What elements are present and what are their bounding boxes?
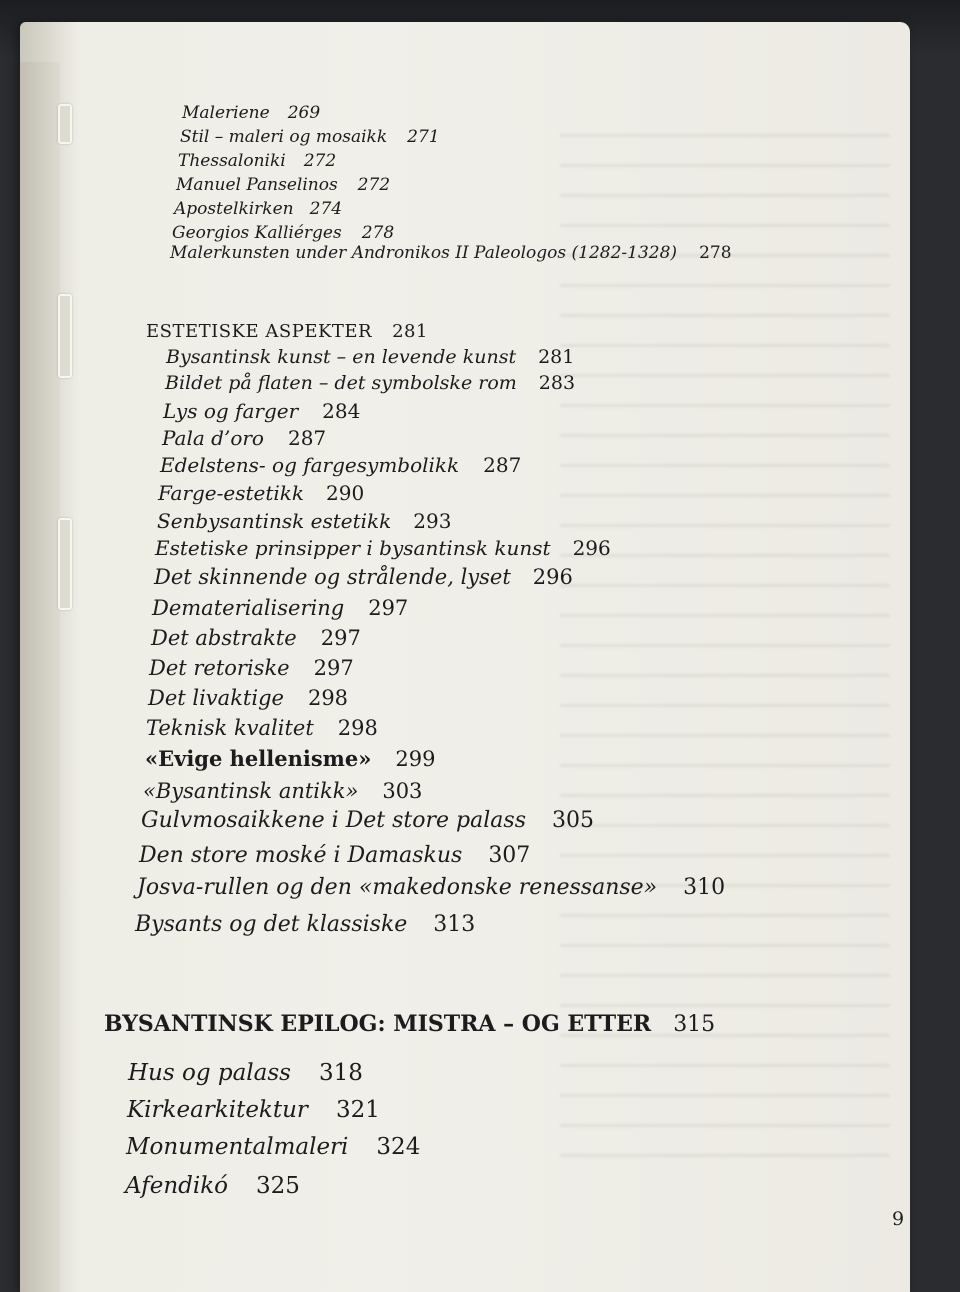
section-heading-title: BYSANTINSK EPILOG: MISTRA – OG ETTER (104, 1011, 652, 1037)
toc-entry-title: «Evige hellenisme» (145, 746, 372, 771)
toc-entry-title: Det skinnende og strålende, lyset (154, 565, 511, 589)
toc-entry-page: 272 (357, 175, 391, 195)
toc-entry-page: 287 (483, 453, 522, 477)
toc-entry (158, 481, 364, 505)
toc-entry (172, 223, 394, 243)
toc-entry-page: 287 (287, 426, 327, 450)
toc-entry-page: 278 (361, 223, 395, 243)
toc-entry (154, 565, 573, 589)
binding-stitch (58, 518, 72, 610)
toc-entry-title: Gulvmosaikkene i Det store palass (141, 808, 526, 833)
page-gutter (20, 22, 80, 1292)
toc-entry-page: 296 (532, 565, 573, 589)
toc-entry (176, 175, 390, 195)
toc-entry-title: Bysants og det klassiske (135, 912, 408, 937)
toc-entry (139, 843, 530, 868)
toc-entry-title: Bildet på flaten – det symbolske rom (165, 372, 517, 394)
toc-entry-title: Maleriene (182, 103, 270, 123)
toc-entry (143, 779, 422, 803)
toc-entry (182, 103, 320, 123)
toc-entry-page: 299 (395, 747, 436, 771)
toc-entry (180, 127, 440, 147)
toc-entry (149, 656, 354, 680)
toc-entry-page: 269 (287, 103, 321, 123)
toc-entry (148, 686, 348, 710)
toc-entry-title: Monumentalmaleri (126, 1134, 349, 1160)
toc-entry-title: Det abstrakte (151, 626, 297, 650)
toc-entry-page: 313 (433, 912, 476, 937)
toc-entry-title: Pala d’oro (162, 426, 264, 450)
toc-entry (157, 509, 451, 533)
toc-entry (128, 1060, 363, 1086)
toc-entry-page: 296 (572, 536, 611, 560)
toc-entry (137, 875, 725, 900)
toc-entry-title: Hus og palass (128, 1060, 291, 1086)
toc-entry (163, 399, 360, 423)
toc-entry-title: Bysantinsk kunst – en levende kunst (166, 346, 517, 368)
toc-entry (152, 596, 408, 620)
toc-entry-title: Edelstens- og fargesymbolikk (160, 453, 460, 477)
toc-entry-page: 303 (382, 779, 423, 803)
toc-entry (125, 1173, 300, 1199)
toc-entry (174, 199, 342, 219)
toc-entry-page: 310 (683, 875, 726, 900)
toc-entry-title: Thessaloniki (178, 151, 286, 171)
toc-entry-page: 324 (376, 1134, 421, 1160)
toc-entry-page: 290 (326, 481, 365, 505)
toc-entry-title: Farge-estetikk (158, 481, 305, 505)
toc-entry (162, 426, 326, 450)
toc-entry (165, 372, 575, 394)
toc-entry-title: Senbysantinsk estetikk (157, 509, 392, 533)
binding-stitch (58, 104, 72, 144)
toc-entry-page: 318 (318, 1060, 363, 1086)
binding-stitch (58, 294, 72, 378)
toc-entry (166, 346, 574, 368)
toc-entry-title: Stil – maleri og mosaikk (180, 127, 388, 147)
toc-entry-title: Det retoriske (149, 656, 290, 680)
toc-entry-title: Lys og farger (163, 399, 299, 423)
toc-entry-page: 293 (413, 509, 452, 533)
section-heading-title: ESTETISKE ASPEKTER (146, 321, 373, 342)
toc-entry-title: Malerkunsten under Andronikos II Paleologos (1282-1328) (170, 243, 678, 263)
toc-entry-title: Afendikó (125, 1173, 229, 1199)
toc-entry-title: Apostelkirken (174, 199, 294, 219)
toc-entry-title: Teknisk kvalitet (146, 716, 314, 740)
toc-entry-title: Josva-rullen og den «makedonske renessanse» (137, 875, 658, 900)
toc-entry-page: 297 (368, 596, 409, 620)
toc-entry-title: Estetiske prinsipper i bysantinsk kunst (155, 536, 551, 560)
toc-entry-title: Kirkearkitektur (127, 1097, 308, 1123)
section-heading-page: 315 (673, 1012, 716, 1037)
toc-entry-page: 307 (488, 843, 531, 868)
toc-entry (178, 151, 336, 171)
toc-entry (160, 453, 521, 477)
toc-entry (151, 626, 361, 650)
toc-entry (141, 808, 594, 833)
toc-entry-page: 278 (699, 243, 732, 263)
section-heading (104, 1011, 715, 1037)
toc-entry-page: 272 (303, 151, 337, 171)
toc-entry-page: 298 (307, 686, 349, 710)
toc-entry-page: 271 (407, 127, 440, 147)
toc-entry (155, 536, 611, 560)
toc-entry-page: 321 (335, 1097, 380, 1123)
toc-entry-page: 298 (337, 716, 378, 740)
toc-entry (126, 1134, 420, 1160)
section-heading (146, 321, 428, 342)
toc-entry-page: 284 (322, 399, 361, 423)
toc-entry-page: 297 (313, 656, 354, 680)
toc-entry-title: Dematerialisering (152, 596, 345, 620)
toc-entry (135, 912, 475, 937)
toc-entry-page: 281 (538, 346, 575, 368)
section-heading-page: 281 (392, 321, 428, 342)
toc-entry-page: 283 (538, 372, 576, 394)
toc-entry-title: «Bysantinsk antikk» (143, 779, 359, 803)
toc-entry-title: Manuel Panselinos (176, 175, 338, 195)
toc-entry-page: 305 (551, 808, 594, 833)
toc-entry-page: 297 (320, 626, 361, 650)
toc-entry (146, 716, 378, 740)
page-number: 9 (892, 1208, 905, 1230)
toc-entry-page: 325 (256, 1173, 300, 1199)
toc-entry-title: Georgios Kalliérges (172, 223, 342, 243)
toc-entry-title: Det livaktige (148, 686, 284, 710)
toc-entry-title: Den store moské i Damaskus (139, 843, 463, 868)
toc-entry (170, 243, 732, 263)
toc-entry (127, 1097, 380, 1123)
toc-entry (145, 746, 435, 771)
toc-entry-page: 274 (309, 199, 343, 219)
